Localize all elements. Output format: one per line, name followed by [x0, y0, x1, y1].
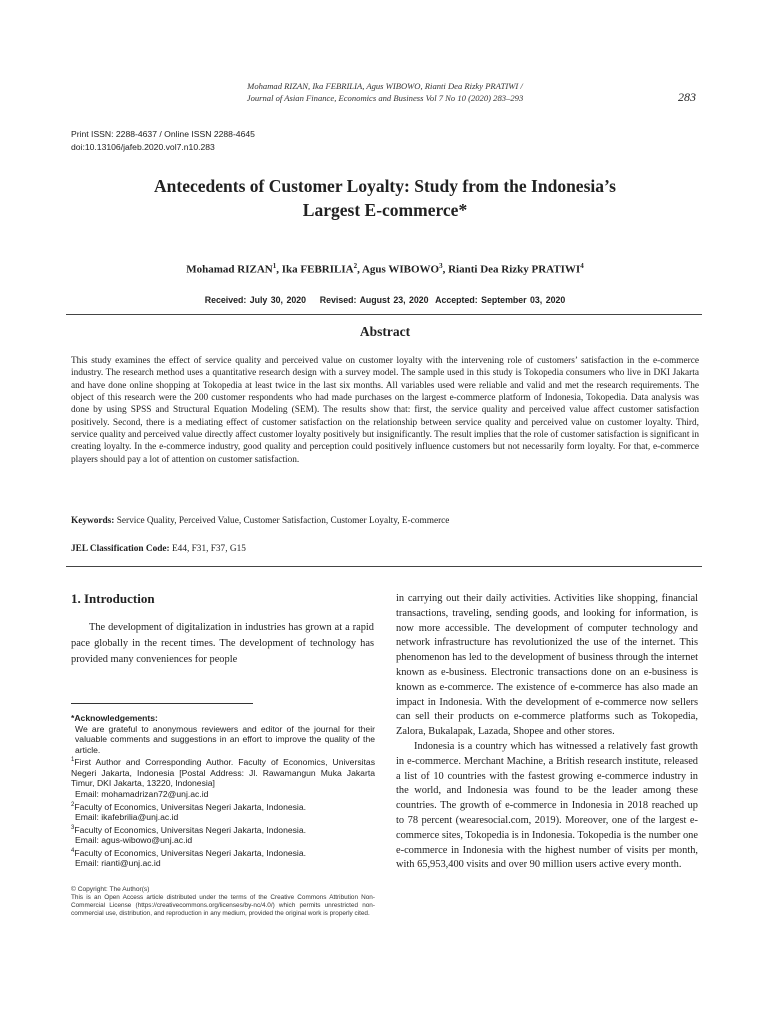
footnote-affiliation: Faculty of Economics, Universitas Negeri Jakarta, Indonesia.	[74, 847, 306, 858]
author-name: Rianti Dea Rizky PRATIWI	[448, 263, 581, 276]
license-text: This is an Open Access article distributed under the terms of the Creative Commons Attribution Non-Commercial License (https://creativecommons.org/licenses/by-nc/4.0/) which permits unrestricted non-commercial use, distribution, and reproduction in any medium, provided the original work is properly cited.	[71, 894, 375, 917]
acknowledgements-text: We are grateful to anonymous reviewers and editor of the journal for their valuable comments and suggestions in an effort to improve the quality of the article.	[75, 723, 375, 755]
running-head-journal: Journal of Asian Finance, Economics and Business Vol 7 No 10 (2020) 283–293	[246, 93, 524, 103]
issn-line: Print ISSN: 2288-4637 / Online ISSN 2288-4645	[71, 129, 255, 139]
paper-title	[70, 174, 700, 222]
introduction-paragraph: Indonesia is a country which has witnessed a relatively fast growth in e-commerce. Merchant Machine, a British research institute, released a list of 10 countries with the fastest growing e-commerce industry in the world, and Indonesia was found to be the leader among these countries. The growth of e-commerce in Indonesia in 2018 reached up to 78 percent (wearesocial.com, 2019). Moreover, one of the largest e-commerce sites, Tokopedia is in Indonesia. Tokopedia is the number one e-commerce in Indonesia with the highest number of visits per month, with 65,953,400 visits and over 90 million users active every month.	[396, 740, 698, 871]
footnote-affiliation: Faculty of Economics, Universitas Negeri Jakarta, Indonesia.	[74, 824, 306, 835]
page-number: 283	[678, 90, 696, 104]
footnote-2	[71, 800, 375, 812]
footnote-email: Email: mohamadrizan72@unj.ac.id	[75, 789, 209, 800]
abstract-body: This study examines the effect of service quality and perceived value on customer loyalty with the intervening role of customers’ satisfaction in the e-commerce industry. The research method uses a quantitative research design with a survey model. The sample used in this study is Tokopedia consumers who live in DKI Jakarta and have done online shopping at Tokopedia at least twice in the last six months. All variables used were reliable and valid and met the research requirements. The object of this research were the 200 customer respondents who had made purchases on the largest e-commerce platform of Indonesia, Tokopedia. Data analysis was done by using SPSS and Structural Equation Modeling (SEM). The results show that: first, the service quality and perceived value affect customer satisfaction positively. Second, there is a mediating effect of customer satisfaction on the relationship between service quality and perceived value on customer loyalty. Third, service quality and perceived value directly affect customer loyalty positively but insignificantly. The result implies that the role of customer satisfaction is significant in creating loyalty. In the e-commerce industry, good quality and perception could positively influence customers but not necessarily form loyalty. For that, e-commerce players should pay a lot of attention on customer satisfaction.	[71, 356, 699, 465]
footnote-mark: 1	[71, 757, 75, 764]
footnote-4	[71, 846, 375, 858]
doi-line: doi:10.13106/jafeb.2020.vol7.n10.283	[71, 142, 215, 152]
footnote-email: Email: agus-wibowo@unj.ac.id	[75, 835, 193, 846]
author-name: Ika FEBRILIA	[281, 263, 354, 276]
jel-label: JEL Classification Code:	[71, 544, 170, 554]
keywords	[71, 516, 699, 526]
jel-classification	[71, 544, 699, 554]
footnote-affiliation: First Author and Corresponding Author. Faculty of Economics, Universitas Negeri Jakarta, Indonesia [Postal Address: Jl. Rawamangun Muka Jakarta Timur, DKI Jakarta, 13220, Indonesia]	[71, 757, 375, 789]
accepted-date: Accepted: September 03, 2020	[435, 295, 566, 305]
received-date: Received: July 30, 2020	[204, 295, 307, 305]
introduction-paragraph: in carrying out their daily activities. Activities like shopping, financial transactions, traveling, sending goods, and looking for information, is now more accessible. The development of computer technology and network infrastructure has revolutionized the use of the internet. This phenomenon has led to the development of business through the internet known as e-business. Electronic transactions done on an e-business is known as e-commerce. The existence of e-commerce has also made an impact in Indonesia. With the development of e-commerce now sellers can sell their products on e-commerce platforms such as Tokopedia, Zalora, Bukalapak, Lazada, Shopee and other stores.	[396, 593, 698, 738]
footnote-affiliation: Faculty of Economics, Universitas Negeri Jakarta, Indonesia.	[74, 801, 306, 812]
author-list	[70, 262, 700, 276]
footnote-mark: 4	[71, 847, 75, 854]
author-separator: ,	[276, 263, 282, 276]
footnotes	[71, 713, 375, 869]
jel-value: E44, F31, F37, G15	[169, 544, 246, 554]
author-separator: ,	[442, 263, 449, 276]
paper-title-line-2: Largest E-commerce*	[302, 200, 468, 220]
footnote-mark: 2	[71, 801, 75, 808]
keywords-value: Service Quality, Perceived Value, Customer Satisfaction, Customer Loyalty, E-commerce	[114, 516, 450, 526]
introduction-right-column	[396, 592, 698, 873]
copyright-title: © Copyright: The Author(s)	[71, 886, 150, 893]
author-affiliation-mark: 2	[353, 262, 358, 270]
running-head-authors: Mohamad RIZAN, Ika FEBRILIA, Agus WIBOWO, Rianti Dea Rizky PRATIWI /	[247, 81, 523, 91]
footnote-1	[71, 755, 375, 789]
author-name: Mohamad RIZAN	[186, 263, 273, 276]
abstract-top-rule	[66, 314, 702, 315]
issn-block	[71, 128, 255, 154]
copyright-notice	[71, 886, 375, 918]
introduction-paragraph-left: The development of digitalization in industries has grown at a rapid pace globally in the recent times. The development of technology has provided many conveniences for people	[71, 622, 374, 666]
running-head	[150, 80, 620, 104]
author-affiliation-mark: 4	[580, 262, 584, 270]
paper-title-line-1: Antecedents of Customer Loyalty: Study from the Indonesia’s	[154, 176, 616, 196]
author-separator: ,	[357, 263, 362, 276]
footnote-3	[71, 823, 375, 835]
footnote-divider	[71, 703, 253, 704]
author-affiliation-mark: 3	[439, 262, 443, 270]
abstract-heading: Abstract	[359, 324, 411, 339]
footnote-mark: 3	[71, 824, 75, 831]
keywords-label: Keywords:	[71, 516, 115, 526]
acknowledgements-title: *Acknowledgements:	[71, 713, 158, 723]
footnote-email: Email: ikafebrilia@unj.ac.id	[75, 812, 179, 823]
author-name: Agus WIBOWO	[361, 263, 440, 276]
author-affiliation-mark: 1	[272, 262, 277, 270]
section-heading-introduction: 1. Introduction	[71, 591, 155, 606]
revised-date: Revised: August 23, 2020	[319, 295, 429, 305]
footnote-email: Email: rianti@unj.ac.id	[75, 858, 161, 869]
submission-dates	[70, 295, 700, 305]
abstract-bottom-rule	[66, 566, 702, 567]
